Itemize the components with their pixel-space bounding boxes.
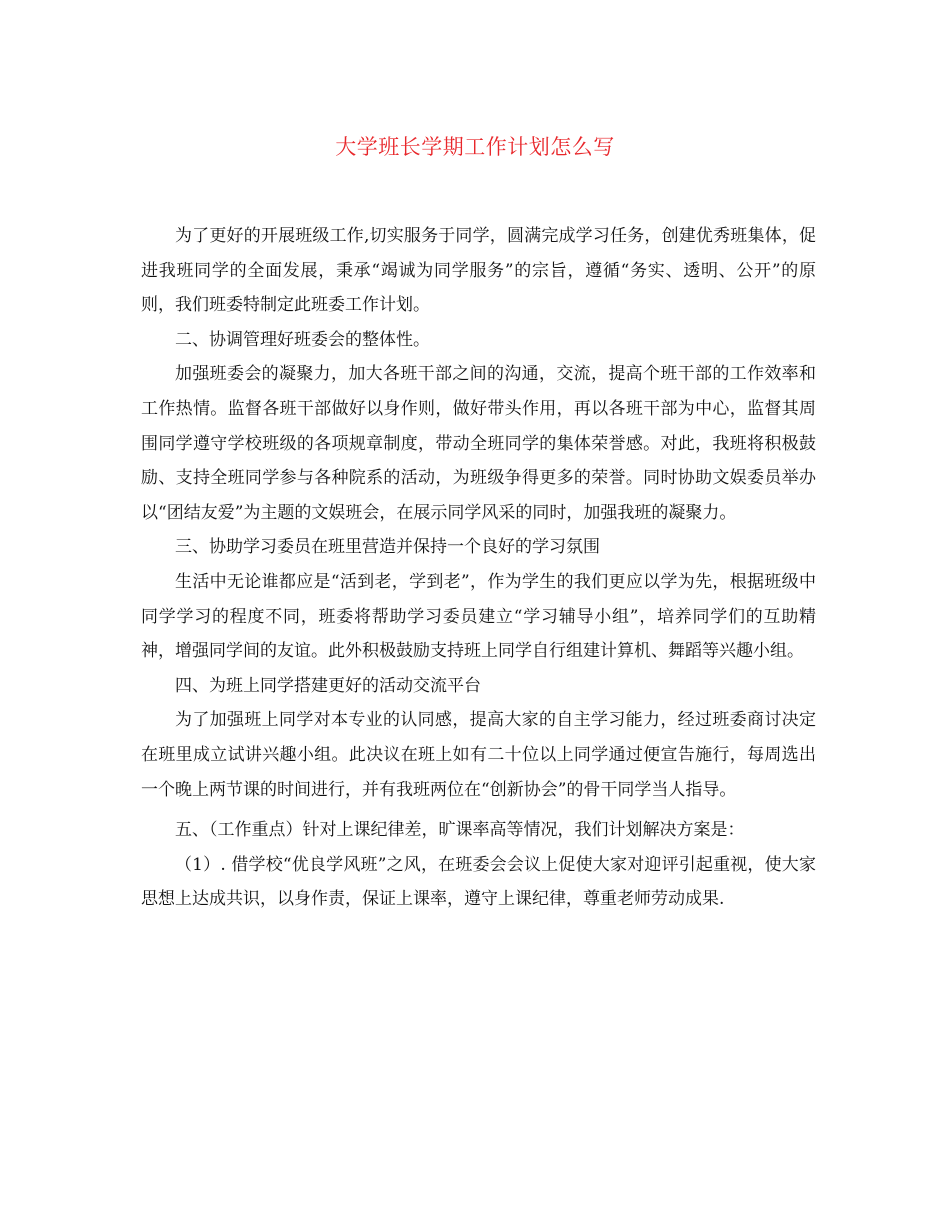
paragraph-section-4: 为了加强班上同学对本专业的认同感，提高大家的自主学习能力，经过班委商讨决定在班里成立试讲兴趣小组。此决议在班上如有二十位以上同学通过便宣告施行，每周选出一个晚上两节课的时间进行，并有我班两位在“创新协会”的骨干同学当人指导。 <box>141 710 816 800</box>
paragraph-heading-4: 四、为班上同学搭建更好的活动交流平台 <box>175 675 481 696</box>
paragraph-item-1: （1）. 借学校“优良学风班”之风，在班委会会议上促使大家对迎评引起重视，使大家思想上达成共识，以身作责，保证上课率，遵守上课纪律，尊重老师劳动成果. <box>141 854 816 910</box>
paragraph-heading-3: 三、协助学习委员在班里营造并保持一个良好的学习氛围 <box>175 537 600 558</box>
paragraph-heading-5: 五、（工作重点）针对上课纪律差，旷课率高等情况，我们计划解决方案是： <box>175 820 745 841</box>
document-body <box>141 219 816 917</box>
document-title: 大学班长学期工作计划怎么写 <box>335 135 615 159</box>
paragraph-section-3: 生活中无论谁都应是“活到老，学到老”，作为学生的我们更应以学为先，根据班级中同学学习的程度不同，班委将帮助学习委员建立“学习辅导小组”，培养同学们的互助精神，增强同学间的友谊。此外积极鼓励支持班上同学自行组建计算机、舞蹈等兴趣小组。 <box>141 571 816 662</box>
paragraph-heading-2: 二、协调管理好班委会的整体性。 <box>175 329 430 350</box>
paragraph-intro: 为了更好的开展班级工作,切实服务于同学，圆满完成学习任务，创建优秀班集体，促进我班同学的全面发展，秉承“竭诚为同学服务”的宗旨，遵循“务实、透明、公开”的原则，我们班委特制定此班委工作计划。 <box>141 226 816 316</box>
paragraph-section-2: 加强班委会的凝聚力，加大各班干部之间的沟通，交流，提高个班干部的工作效率和工作热情。监督各班干部做好以身作则，做好带头作用，再以各班干部为中心，监督其周围同学遵守学校班级的各项规章制度，带动全班同学的集体荣誉感。对此，我班将积极鼓励、支持全班同学参与各种院系的活动，为班级争得更多的荣誉。同时协助文娱委员举办以“团结友爱”为主题的文娱班会，在展示同学风采的同时，加强我班的凝聚力。 <box>141 364 816 523</box>
